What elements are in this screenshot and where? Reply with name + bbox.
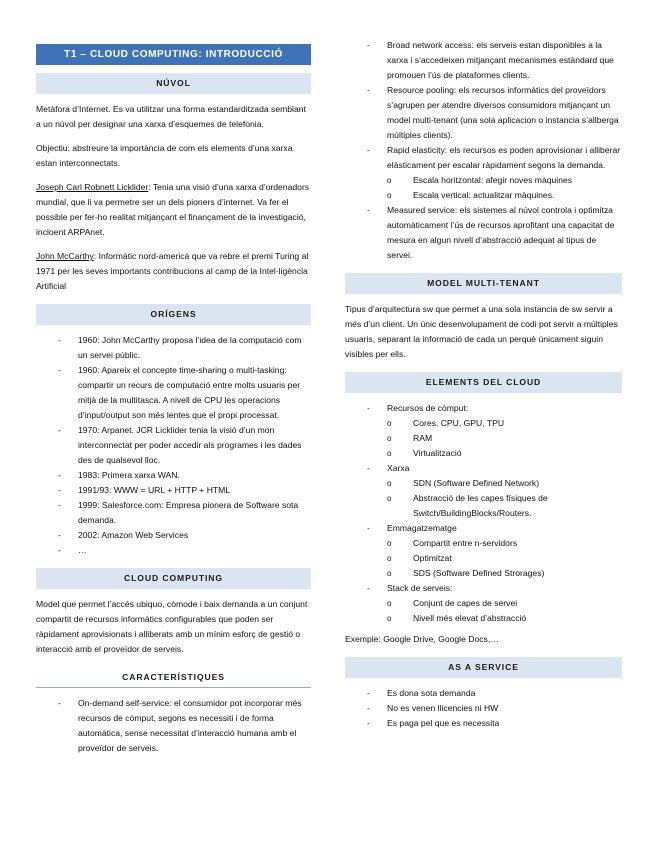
list-item <box>345 401 622 461</box>
paragraph-cloud-definition: Model que permet l’accés ubiquo, còmode i baix demanda a un conjunt compartit de recursos informàtics configurables que poden ser ràpidament aprovisionats i alliberats amb un mínim esforç de gestió o interacció amb el proveïdor de serveis. <box>36 599 308 654</box>
section-heading-multi-tenant: MODEL MULTI-TENANT <box>345 273 622 294</box>
text-mccarthy: : Informàtic nord-americà que va rebre el premi Turing al 1971 per les seves importants contribucions al camp de la Intel·ligència Artificial <box>36 251 309 291</box>
group-label: Recursos de còmput: <box>387 403 469 413</box>
sub-list-item: o SDS (Software Defined Strorages) <box>387 566 622 581</box>
list-item: - 1960: John McCarthy proposa l’idea de la computació com un servei públic. <box>36 333 311 363</box>
as-a-service-list <box>345 686 622 731</box>
sub-list-item: o Virtualització <box>387 446 622 461</box>
section-heading-cloud-computing: CLOUD COMPUTING <box>36 568 311 589</box>
text-licklider: : Tenia una visió d’una xarxa d’ordenadors mundial, que li va permetre ser un dels pioners d’internet. Va fer el possible per fer-ho realitat mitjançant el finançament de la investigació, incloent ARPAnet. <box>36 182 310 237</box>
list-item: - 1991/93: WWW = URL + HTTP + HTML <box>36 483 311 498</box>
sub-list-item: o Escala vertical: actualitzar màquines. <box>387 188 622 203</box>
group-label: Xarxa <box>387 463 410 473</box>
sub-list-item: o Nivell més elevat d’abstracció <box>387 611 622 626</box>
section-heading-origens: ORÍGENS <box>36 304 311 325</box>
paragraph-example: Exemple: Google Drive, Google Docs,… <box>345 634 499 644</box>
list-item: - … <box>36 543 311 558</box>
list-item: - 1970: Arpanet. JCR Licklider tenia la visió d’un mon interconnectat per poder accedir als programes i les dades des de qualsevol lloc. <box>36 423 311 468</box>
paragraph-objectiu: Objectiu: abstreure la importància de com els elements d’una xarxa estan interconnectats. <box>36 143 293 168</box>
elements-list <box>345 401 622 626</box>
sublist <box>387 536 622 581</box>
list-item <box>345 143 622 203</box>
name-licklider: Joseph Carl Robnett Licklider <box>36 182 149 192</box>
sub-list-item: o Abstracció de les capes físiques de Switch/BuildingBlocks/Routers. <box>387 491 622 521</box>
list-item <box>345 461 622 521</box>
list-item <box>345 581 622 626</box>
sublist <box>387 596 622 626</box>
list-item <box>345 521 622 581</box>
list-item: - 1960: Apareix el concepte time-sharing o multi-tasking: compartir un recurs de computació entre molts usuaris per mitjà de la multitasca. A nivell de CPU les operacions d’input/output son més lentes que el propi processat. <box>36 363 311 423</box>
section-heading-as-a-service: AS A SERVICE <box>345 657 622 678</box>
origens-list <box>36 333 311 558</box>
sub-list-item: o Compartit entre n-servidors <box>387 536 622 551</box>
elasticity-sublist <box>387 173 622 203</box>
sublist <box>387 416 622 461</box>
list-item: - 1983: Primera xarxa WAN. <box>36 468 311 483</box>
sub-list-item: o Cores, CPU, GPU, TPU <box>387 416 622 431</box>
paragraph-multi-tenant: Tipus d’arquitectura sw que permet a una sola instancia de sw servir a més d’un client. Un únic desenvolupament de codi pot servir a múltiples usuaris, separant la informació de cada un perquè únicament siguin visibles per ells. <box>345 304 618 359</box>
list-item: - 2002: Amazon Web Services <box>36 528 311 543</box>
sub-list-item: o RAM <box>387 431 622 446</box>
section-heading-elements: ELEMENTS DEL CLOUD <box>345 372 622 393</box>
paragraph-metafora: Metàfora d’Internet. Es va utilitzar una forma estandarditzada semblant a un núvol per designar una xarxa d’esquemes de telefonia. <box>36 104 306 129</box>
rapid-elasticity-text: Rapid elasticity: els recursos es poden aprovisionar i alliberar elàsticament per escalar ràpidament segons la demanda. <box>387 145 621 170</box>
paragraph-licklider <box>36 180 311 240</box>
caracteristiques-list-continued <box>345 38 622 263</box>
group-label: Emmagatzematge <box>387 523 457 533</box>
list-item: - Broad network access: els serveis estan disponibles a la xarxa i s’accedeixen mitjançant mecanismes estàndard que promouen l’ús de plataformes clients. <box>345 38 622 83</box>
group-label: Stack de serveis: <box>387 583 453 593</box>
list-item: - Es dona sota demanda <box>345 686 622 701</box>
list-item: - Measured service: els sistemes al núvol controla i optimitza automàticament l’ús de recursos aprofitant una capacitat de mesura en algun nivell d’abstracció adequat al tipus de servei. <box>345 203 622 263</box>
sub-list-item: o Optimitzat <box>387 551 622 566</box>
caracteristiques-list <box>36 696 311 756</box>
sub-list-item: o SDN (Software Defined Network) <box>387 476 622 491</box>
list-item: - On-demand self-service: el consumidor pot incorporar més recursos de còmput, segons es necessiti i de forma automàtica, sense necessitat d’interacció humana amb el proveïdor de serveis. <box>36 696 311 756</box>
list-item: - Es paga pel que es necessita <box>345 716 622 731</box>
list-item: - 1999: Salesforce.com: Empresa pionera de Software sota demanda. <box>36 498 311 528</box>
sub-list-item: o Conjunt de capes de servei <box>387 596 622 611</box>
list-item: - Resource pooling: els recursos informàtics del proveïdors s’agrupen per atendre diversos consumidors mitjançant un model multi-tenant (una sola aplicacion o instancia s’allberga múltiples clients). <box>345 83 622 143</box>
paragraph-mccarthy <box>36 249 311 294</box>
left-column <box>36 44 311 762</box>
name-mccarthy: John McCarthy <box>36 251 94 261</box>
section-heading-nuvol: NÚVOL <box>36 73 311 94</box>
right-column <box>345 38 622 737</box>
page-title: T1 – CLOUD COMPUTING: INTRODUCCIÓ <box>36 44 311 65</box>
list-item: - No es venen llicencies ni HW <box>345 701 622 716</box>
section-heading-caracteristiques: CARACTERÍSTIQUES <box>36 667 311 688</box>
sublist <box>387 476 622 521</box>
sub-list-item: o Escala horitzontal: afegir noves màquines <box>387 173 622 188</box>
